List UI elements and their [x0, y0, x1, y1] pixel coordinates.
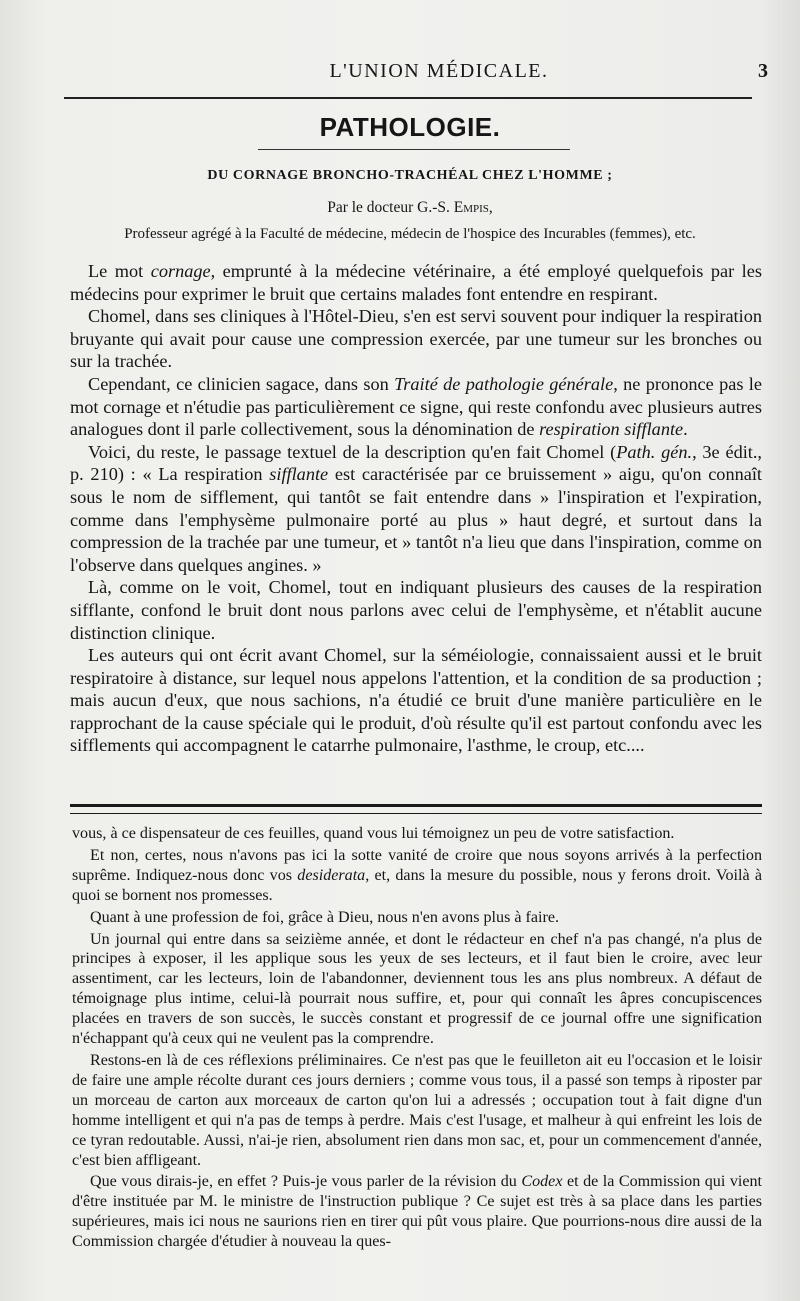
emphasis: Path. gén.	[616, 441, 693, 462]
text-run: .	[683, 419, 688, 440]
running-head	[70, 60, 768, 90]
text-run: Voici, du reste, le passage textuel de la description qu'en fait Chomel (	[88, 441, 617, 462]
text-run: , 3e édit., p. 210) : « La respiration	[70, 441, 763, 485]
page-number: 3	[758, 60, 768, 82]
text-run: , et, dans la mesure du possible, nous y ferons droit. Voilà à quoi se bornent nos promesses.	[72, 866, 762, 904]
text-run: Cependant, ce clinicien sagace, dans son	[88, 373, 395, 394]
article-paragraph: Là, comme on le voit, Chomel, tout en indiquant plusieurs des causes de la respiration sifflante, confond le bruit dont nous parlons avec celui de l'emphysème, et n'établit aucune distinction clinique.	[70, 577, 762, 643]
text-run: , ne prononce pas le mot cornage et n'étudie pas particulièrement ce signe, qui reste confondu avec plusieurs autres analogues dont il parle collectivement, sous la dénomination de	[70, 373, 762, 440]
feuilleton-separator	[70, 804, 762, 814]
article-paragraph	[70, 441, 762, 577]
article-body	[70, 260, 762, 757]
article-title: DU CORNAGE BRONCHO-TRACHÉAL CHEZ L'HOMME ;	[207, 168, 613, 183]
emphasis: Traité de pathologie générale	[394, 373, 614, 394]
journal-name: L'UNION MÉDICALE.	[329, 60, 549, 82]
section-title-rule	[258, 149, 570, 150]
article-paragraph: Les auteurs qui ont écrit avant Chomel, sur la séméiologie, connaissaient aussi et le bruit respiratoire à distance, sur lequel nous appelons l'attention, et la condition de sa production ; mais aucun d'eux, que nous sachions, n'a étudié ce bruit d'une manière particulière en le rapprochant de la cause spéciale qui le produit, d'où résulte qu'il est partout confondu avec les sifflements qui accompagnent le catarrhe pulmonaire, l'asthme, le croup, etc....	[70, 645, 762, 756]
emphasis: cornage	[150, 261, 211, 281]
article-paragraph: Chomel, dans ses cliniques à l'Hôtel-Dieu, s'en est servi souvent pour indiquer la respiration bruyante qui avait pour cause une compression exercée, par une tumeur sur les bronches ou sur la trachée.	[70, 306, 762, 372]
author-name: Empis	[453, 199, 489, 216]
byline-suffix: ,	[488, 199, 493, 216]
article-paragraph	[70, 260, 762, 305]
feuilleton-paragraph: Quant à une profession de foi, grâce à Dieu, nous n'en avons plus à faire.	[90, 908, 560, 926]
text-run: est caractérisée par ce bruissement » aigu, qu'on connaît sous le nom de sifflement, qui tantôt se fait entendre dans » l'inspiration et l'expiration, comme dans l'emphysème pulmonaire porté au plus » haut degré, et surtout dans la compression de la trachée par une tumeur, et » tantôt n'a lieu que dans l'inspiration, comme on l'observe dans quelques angines. »	[70, 464, 762, 575]
text-run: et de la Commission qui vient d'être instituée par M. le ministre de l'instruction publique ? Ce sujet est très à sa place dans les parties supérieures, mais ici nous ne saurions rien en tirer qui pût vous plaire. Que pourrions-nous dire aussi de la Commission chargée d'étudier à nouveau la ques-	[72, 1173, 762, 1251]
feuilleton-paragraph	[72, 846, 762, 906]
header-rule	[64, 97, 752, 99]
feuilleton-paragraph: Un journal qui entre dans sa seizième année, et dont le rédacteur en chef n'a pas changé, n'a plus de principes à exposer, il les applique sous les yeux de ses lecteurs, et il faut bien le croire, avec leur assentiment, car les lecteurs, loin de l'abandonner, deviennent tous les ans plus nombreux. A défaut de témoignage plus intime, celui-là pourrait nous suffire, et, pour qui connaît les âpres concupiscences placées en travers de son succès, le succès constant et progressif de ce journal offre une signification n'échappant qu'à ceux qui ne veulent pas la comprendre.	[72, 930, 762, 1048]
feuilleton-paragraph	[72, 1172, 762, 1252]
article-paragraph	[70, 373, 762, 441]
text-run: , emprunté à la médecine vétérinaire, a été employé quelquefois par les médecins pour exprimer le bruit que certains malades font entendre en respirant.	[70, 261, 762, 304]
feuilleton-paragraph: vous, à ce dispensateur de ces feuilles, quand vous lui témoignez un peu de votre satisfaction.	[72, 825, 675, 842]
emphasis: Codex	[521, 1173, 563, 1191]
byline-prefix: Par le docteur G.-S.	[327, 199, 454, 216]
text-run: Le mot	[88, 261, 151, 281]
article-byline	[70, 199, 750, 217]
text-run: Que vous dirais-je, en effet ? Puis-je vous parler de la révision du	[90, 1173, 522, 1191]
section-title: PATHOLOGIE.	[319, 112, 501, 142]
feuilleton-body	[72, 824, 762, 1254]
text-run: Et non, certes, nous n'avons pas ici la sotte vanité de croire que nous soyons arrivés à la perfection suprême. Indiquez-nous donc vos	[72, 846, 762, 884]
emphasis: sifflante	[269, 464, 329, 485]
emphasis: respiration sifflante	[539, 419, 684, 440]
author-affiliation: Professeur agrégé à la Faculté de médecine, médecin de l'hospice des Incurables (femmes), etc.	[124, 226, 696, 242]
emphasis: desiderata	[297, 866, 366, 884]
feuilleton-paragraph: Restons-en là de ces réflexions préliminaires. Ce n'est pas que le feuilleton ait eu l'occasion et le loisir de faire une ample récolte durant ces jours derniers ; comme vous tous, il a passé son temps à riposter par un morceau de carton aux morceaux de carton qu'on lui a adressés ; occupation tout à fait digne d'un homme intelligent et qui n'a pas de temps à perdre. Mais c'est l'usage, et malheur à qui enfreint les lois de ce tyran redoutable. Aussi, n'ai-je rien, absolument rien dans mon sac, et, pour un commencement d'année, c'est bien affligeant.	[72, 1051, 762, 1169]
